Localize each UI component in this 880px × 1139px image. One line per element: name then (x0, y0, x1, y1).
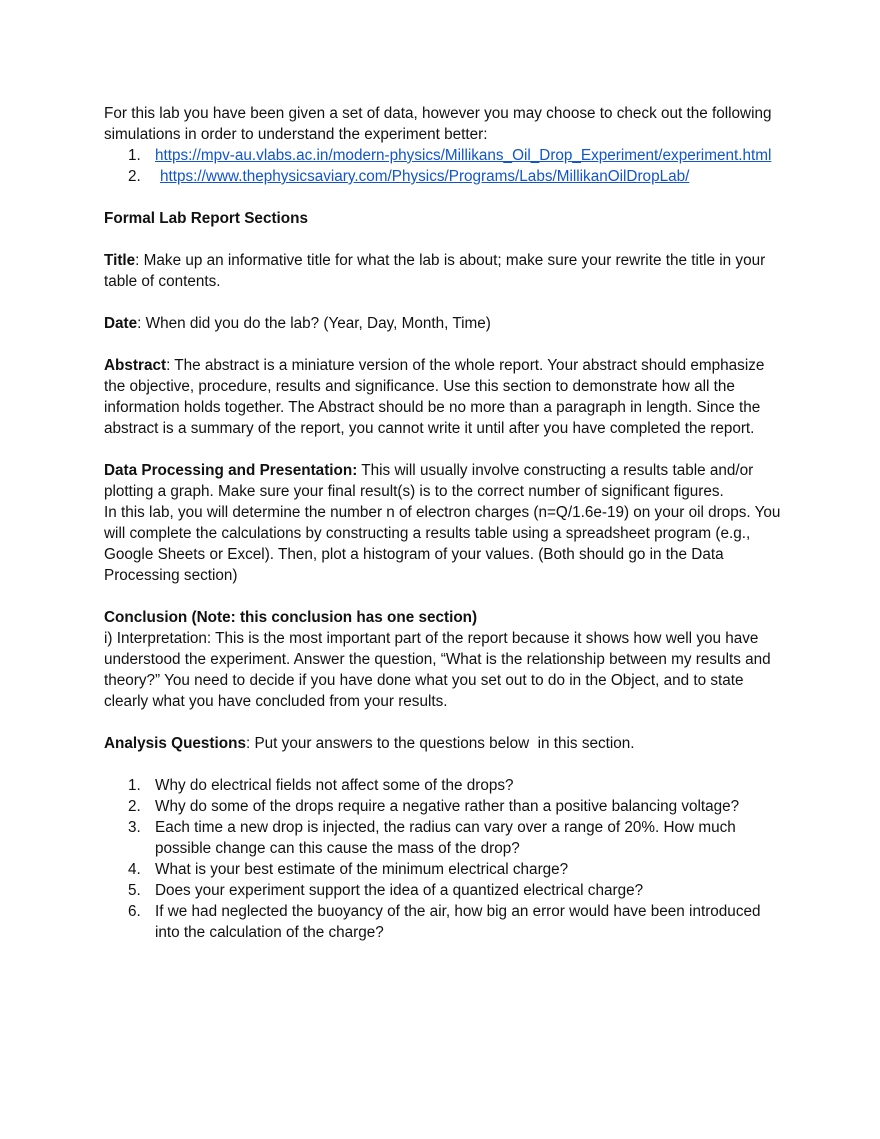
abstract-text: : The abstract is a miniature version of the whole report. Your abstract should emphasize the objective, procedure, results and significance. Use this section to demonstrate how all the information holds together. The Abstract should be no more than a paragraph in length. Since the abstract is a summary of the report, you cannot write it until after you have completed the report. (104, 357, 765, 437)
question-text: Does your experiment support the idea of a quantized electrical charge? (155, 882, 644, 899)
document-page (104, 103, 784, 943)
list-item (104, 859, 784, 880)
data-processing-label: Data Processing and Presentation: (104, 462, 358, 479)
list-number: 1. (128, 777, 141, 794)
list-item (104, 145, 784, 166)
list-item (104, 166, 784, 187)
intro-paragraph: For this lab you have been given a set of data, however you may choose to check out the following simulations in order to understand the experiment better: (104, 105, 772, 143)
data-processing-text: This will usually involve constructing a results table and/or plotting a graph. Make sure your final result(s) is to the correct number of significant figures. (104, 462, 754, 500)
simulation-links-list (104, 145, 784, 187)
list-item (104, 775, 784, 796)
list-number: 4. (128, 861, 141, 878)
simulation-link-physicsaviary[interactable]: https://www.thephysicsaviary.com/Physics/Programs/Labs/MillikanOilDropLab/ (160, 168, 690, 185)
list-item (104, 880, 784, 901)
analysis-section (104, 733, 784, 754)
question-text: Why do some of the drops require a negative rather than a positive balancing voltage? (155, 798, 740, 815)
analysis-questions-list (104, 775, 784, 943)
abstract-section (104, 355, 784, 439)
data-processing-text-2: In this lab, you will determine the number n of electron charges (n=Q/1.6e-19) on your oil drops. You will complete the calculations by constructing a results table using a spreadsheet program (e.g., Google Sheets or Excel). Then, plot a histogram of your values. (Both should go in the Data Processing section) (104, 504, 781, 584)
abstract-label: Abstract (104, 357, 167, 374)
date-text: : When did you do the lab? (Year, Day, Month, Time) (137, 315, 491, 332)
question-text: If we had neglected the buoyancy of the air, how big an error would have been introduced into the calculation of the charge? (155, 903, 761, 941)
question-text: Each time a new drop is injected, the radius can vary over a range of 20%. How much possible change can this cause the mass of the drop? (155, 819, 736, 857)
question-text: What is your best estimate of the minimum electrical charge? (155, 861, 569, 878)
conclusion-section (104, 607, 784, 628)
list-number: 3. (128, 819, 141, 836)
list-number: 2. (128, 168, 141, 185)
list-item (104, 901, 784, 943)
list-number: 2. (128, 798, 141, 815)
list-number: 1. (128, 147, 141, 164)
section-heading: Formal Lab Report Sections (104, 210, 308, 227)
title-label: Title (104, 252, 136, 269)
simulation-link-vlabs[interactable]: https://mpv-au.vlabs.ac.in/modern-physics/Millikans_Oil_Drop_Experiment/experiment.html (155, 147, 772, 164)
date-label: Date (104, 315, 138, 332)
conclusion-label: Conclusion (Note: this conclusion has one section) (104, 609, 478, 626)
analysis-label: Analysis Questions (104, 735, 246, 752)
conclusion-text: i) Interpretation: This is the most important part of the report because it shows how well you have understood the experiment. Answer the question, “What is the relationship between my results and theory?” You need to decide if you have done what you set out to do in the Object, and to state clearly what you have concluded from your results. (104, 630, 771, 710)
list-item (104, 796, 784, 817)
date-section (104, 313, 784, 334)
list-item (104, 817, 784, 859)
question-text: Why do electrical fields not affect some of the drops? (155, 777, 514, 794)
data-processing-section (104, 460, 784, 502)
analysis-text: : Put your answers to the questions below in this section. (245, 735, 635, 752)
title-text: : Make up an informative title for what the lab is about; make sure your rewrite the title in your table of contents. (104, 252, 766, 290)
list-number: 6. (128, 903, 141, 920)
list-number: 5. (128, 882, 141, 899)
title-section (104, 250, 784, 292)
